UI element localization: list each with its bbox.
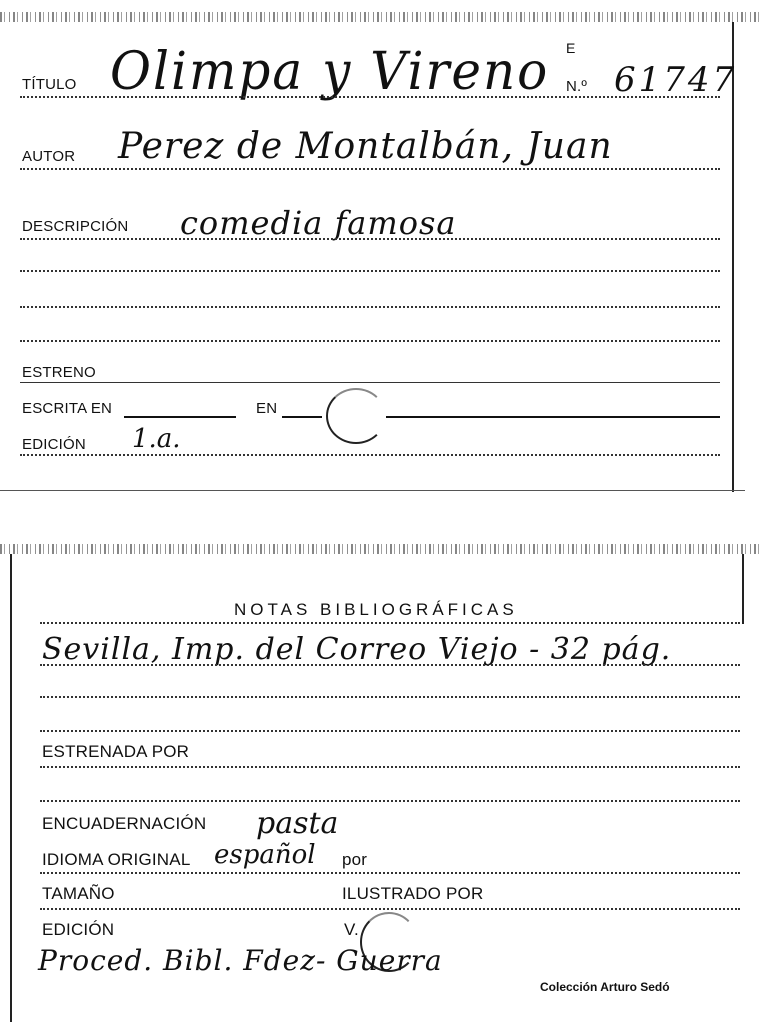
en-label: EN <box>256 400 278 417</box>
numero-label: N.º <box>566 78 588 95</box>
notas-line-0 <box>40 622 740 624</box>
titulo-value: Olimpa y Vireno <box>110 40 550 102</box>
en-line-a <box>282 416 322 418</box>
v-label: V. <box>344 920 359 939</box>
estreno-label: ESTRENO <box>22 364 96 381</box>
titulo-label: TÍTULO <box>22 76 77 93</box>
card-right-border-back <box>742 554 744 624</box>
escrita-en-line <box>124 416 236 418</box>
idioma-line <box>40 872 740 874</box>
descripcion-line-2 <box>20 270 720 272</box>
encuadernacion-label: ENCUADERNACIÓN <box>42 814 207 833</box>
edicion-line <box>20 454 720 456</box>
idioma-original-value: español <box>214 840 316 870</box>
tamano-line <box>40 908 740 910</box>
procedencia-value: Proced. Bibl. Fdez- Guerra <box>38 944 443 977</box>
escrita-en-label: ESCRITA EN <box>22 400 113 417</box>
estrenada-line-2 <box>40 800 740 802</box>
notas-line-1 <box>40 664 740 666</box>
estrenada-por-label: ESTRENADA POR <box>42 742 190 761</box>
edicion-label: EDICIÓN <box>22 436 86 453</box>
notas-line-3 <box>40 730 740 732</box>
idioma-original-label: IDIOMA ORIGINAL <box>42 850 191 869</box>
torn-edge-back <box>0 544 759 554</box>
edicion-label-back: EDICIÓN <box>42 920 115 939</box>
catalog-card-back <box>0 540 759 1028</box>
numero-value: 61747 <box>614 60 738 100</box>
punch-hole-front <box>326 388 386 444</box>
titulo-line <box>20 96 720 98</box>
autor-label: AUTOR <box>22 148 76 165</box>
ilustrado-por-label: ILUSTRADO POR <box>342 884 484 903</box>
estreno-line <box>20 382 720 383</box>
coleccion-stamp: Colección Arturo Sedó <box>540 980 670 994</box>
catalog-card-front <box>0 0 759 500</box>
estrenada-line-1 <box>40 766 740 768</box>
card-left-border <box>10 554 12 1022</box>
tamano-label: TAMAÑO <box>42 884 115 903</box>
en-line-b <box>386 416 720 418</box>
torn-edge-top <box>0 12 759 22</box>
descripcion-label: DESCRIPCIÓN <box>22 218 129 235</box>
autor-line <box>20 168 720 170</box>
edicion-value: 1.a. <box>132 424 181 454</box>
descripcion-line-1 <box>20 238 720 240</box>
descripcion-value: comedia famosa <box>180 204 457 242</box>
notas-value: Sevilla, Imp. del Correo Viejo - 32 pág. <box>42 632 672 667</box>
notas-heading: NOTAS BIBLIOGRÁFICAS <box>234 600 518 619</box>
por-label: por <box>342 850 368 869</box>
autor-value: Perez de Montalbán, Juan <box>118 126 613 167</box>
descripcion-line-3 <box>20 306 720 308</box>
descripcion-line-4 <box>20 340 720 342</box>
card-front-bottom-edge <box>0 490 745 491</box>
encuadernacion-value: pasta <box>256 806 339 841</box>
notas-line-2 <box>40 696 740 698</box>
numero-prefix: E <box>566 40 576 56</box>
